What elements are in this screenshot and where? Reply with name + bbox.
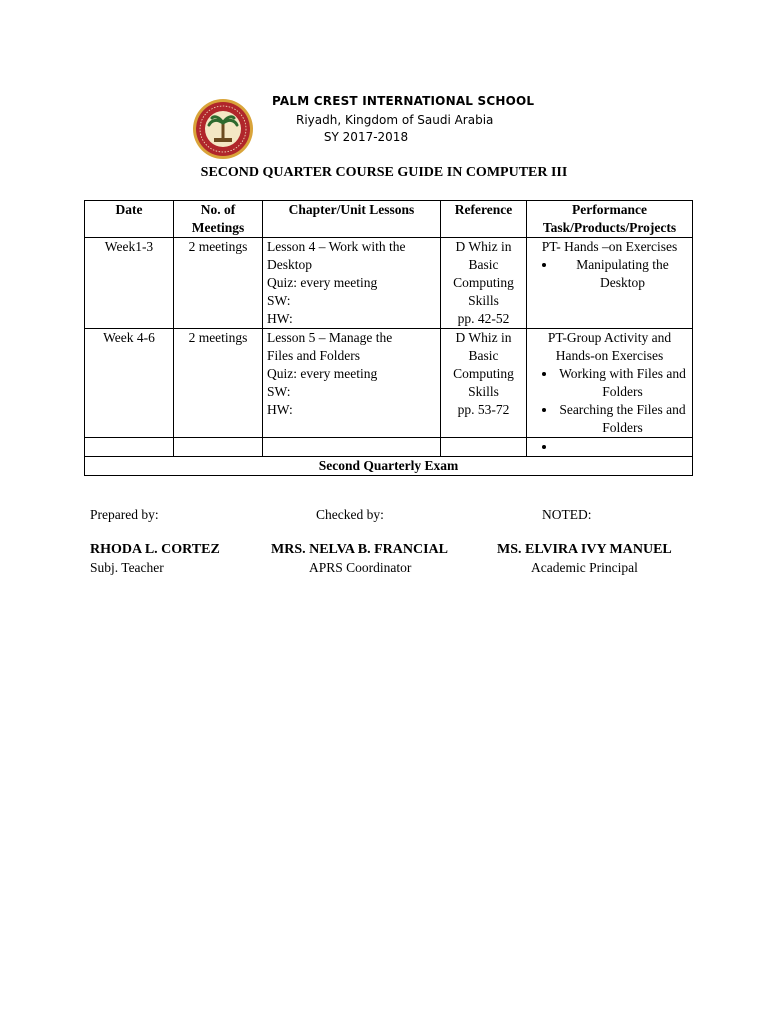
signatory-role: Subj. Teacher <box>90 560 164 575</box>
row-performance-task <box>527 329 693 438</box>
table-header-row <box>85 201 693 238</box>
exam-label: Second Quarterly Exam <box>85 457 693 476</box>
reference-line: Skills <box>468 384 499 399</box>
document-title: SECOND QUARTER COURSE GUIDE IN COMPUTER III <box>200 165 568 180</box>
lesson-line: Desktop <box>267 257 312 272</box>
reference-line: Skills <box>468 293 499 308</box>
empty-bullet <box>557 438 688 456</box>
row-meetings: 2 meetings <box>174 329 263 438</box>
empty-cell <box>174 438 263 457</box>
school-year: SY 2017-2018 <box>323 130 409 144</box>
row-lessons <box>263 238 441 329</box>
lesson-line: Lesson 4 – Work with the <box>267 239 406 254</box>
reference-line: Basic <box>468 257 499 272</box>
header-date: Date <box>85 201 174 238</box>
signatory-name: RHODA L. CORTEZ <box>90 542 220 557</box>
row-performance-task <box>527 238 693 329</box>
table-empty-row <box>85 438 693 457</box>
lesson-line: Quiz: every meeting <box>267 366 378 381</box>
task-bullet: • Searching the Files and Folders <box>557 401 688 437</box>
exam-row <box>85 457 693 476</box>
header-meetings: No. of Meetings <box>174 201 263 238</box>
row-lessons <box>263 329 441 438</box>
signatory-label: NOTED: <box>542 507 592 522</box>
lesson-line: Files and Folders <box>267 348 360 363</box>
empty-cell <box>85 438 174 457</box>
school-location: Riyadh, Kingdom of Saudi Arabia <box>296 113 494 127</box>
task-bullet: • Working with Files and Folders <box>557 365 688 401</box>
course-guide-table <box>84 200 693 476</box>
lesson-line: Quiz: every meeting <box>267 275 378 290</box>
reference-line: Computing <box>453 366 514 381</box>
header-performance-task: Performance Task/Products/Projects <box>527 201 693 238</box>
header-reference: Reference <box>441 201 527 238</box>
lesson-line: SW: <box>267 384 291 399</box>
task-bullet: • Manipulating the Desktop <box>557 256 688 292</box>
reference-line: Computing <box>453 275 514 290</box>
lesson-line: Lesson 5 – Manage the <box>267 330 393 345</box>
reference-line: D Whiz in <box>455 330 512 345</box>
signatory-role: Academic Principal <box>531 560 638 575</box>
empty-cell <box>527 438 693 457</box>
signatory-role: APRS Coordinator <box>309 560 412 575</box>
table-row <box>85 329 693 438</box>
empty-cell <box>263 438 441 457</box>
signatory-name: MRS. NELVA B. FRANCIAL <box>271 542 448 557</box>
reference-line: D Whiz in <box>455 239 512 254</box>
lesson-line: HW: <box>267 311 293 326</box>
lesson-line: SW: <box>267 293 291 308</box>
reference-line: pp. 53-72 <box>457 402 510 417</box>
signatory-label: Checked by: <box>316 507 384 522</box>
task-title: PT-Group Activity and Hands-on Exercises <box>547 330 672 363</box>
table-row <box>85 238 693 329</box>
lesson-line: HW: <box>267 402 293 417</box>
row-date: Week 4-6 <box>85 329 174 438</box>
row-date: Week1-3 <box>85 238 174 329</box>
row-reference <box>441 238 527 329</box>
reference-line: pp. 42-52 <box>457 311 510 326</box>
school-seal-logo <box>192 98 254 160</box>
task-title: PT- Hands –on Exercises <box>541 239 678 254</box>
signatory-name: MS. ELVIRA IVY MANUEL <box>497 542 672 557</box>
empty-cell <box>441 438 527 457</box>
signatory-label: Prepared by: <box>90 507 159 522</box>
row-reference <box>441 329 527 438</box>
row-meetings: 2 meetings <box>174 238 263 329</box>
header-lessons: Chapter/Unit Lessons <box>263 201 441 238</box>
reference-line: Basic <box>468 348 499 363</box>
school-name: PALM CREST INTERNATIONAL SCHOOL <box>272 94 535 108</box>
